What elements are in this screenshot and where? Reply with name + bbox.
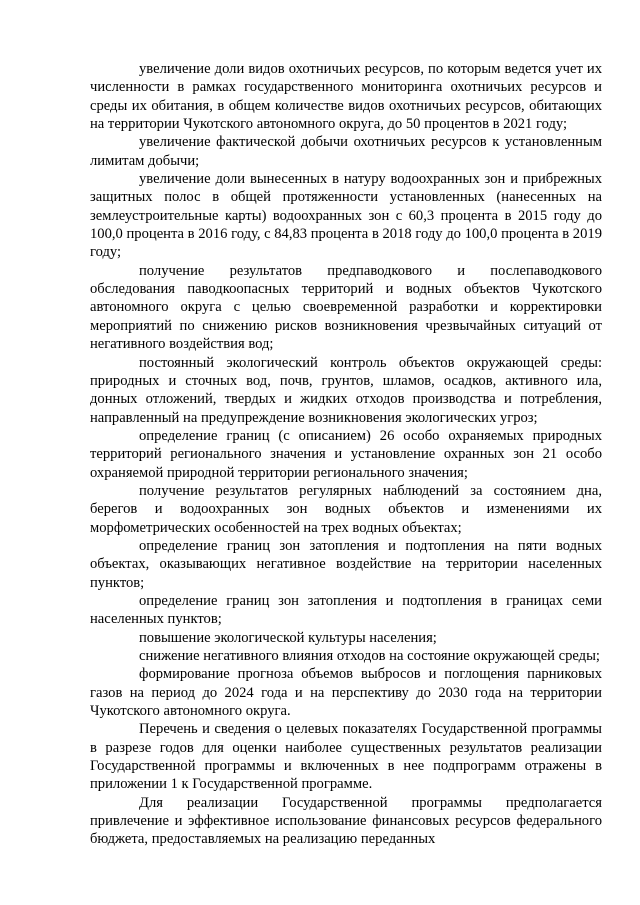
paragraph-waste-impact: снижение негативного влияния отходов на состояние окружающей среды; xyxy=(139,648,600,664)
paragraph-hunting-species-monitoring: увеличение доли видов охотничьих ресурсов, по которым ведется учет их численности в рамках государственного мониторинга охотничьих ресурсов и среды их обитания, в общем количестве видов охотничьих ресурсов, обитающих на территории Чукотского автономного округа, до 50 процентов в 2021 году; xyxy=(90,61,602,133)
paragraph-flood-zones-water-bodies: определение границ зон затопления и подтопления на пяти водных объектах, оказывающих негативное воздействие на территории населенных пунктов; xyxy=(90,537,602,591)
paragraph-flood-zones-settlements: определение границ зон затопления и подтопления в границах семи населенных пунктов; xyxy=(90,592,602,628)
paragraph-hunting-harvest: увеличение фактической добычи охотничьих ресурсов к установленным лимитам добычи; xyxy=(90,134,602,169)
paragraph-flood-survey: получение результатов предпаводкового и послепаводкового обследования паводкоопасных территорий и водных объектов Чукотского автономного округа с целью своевременной разработки и корректировки мероприятий по снижению рисков возникновения чрезвычайных ситуаций от негативного воздействия вод; xyxy=(90,262,602,353)
paragraph-environmental-control: постоянный экологический контроль объектов окружающей среды: природных и сточных вод, почв, грунтов, шламов, осадков, активного ила, донных отложений, твердых и жидких отходов производства и потребления, направленный на предупреждение возникновения экологических угроз; xyxy=(90,354,602,426)
paragraph-ecological-culture: повышение экологической культуры населения; xyxy=(139,629,437,646)
paragraph-greenhouse-forecast: формирование прогноза объемов выбросов и поглощения парниковых газов на период до 2024 года и на перспективу до 2030 года на территории Чукотского автономного округа. xyxy=(90,666,602,720)
paragraph-protected-areas-boundaries: определение границ (с описанием) 26 особо охраняемых природных территорий регионального значения и установление охранных зон 21 особо охраняемой природной территории регионального значения; xyxy=(90,427,602,481)
paragraph-target-indicators: Перечень и сведения о целевых показателях Государственной программы в разрезе годов для оценки наиболее существенных результатов реализации Государственной программы и включенных в нее подпрограмм отражены в приложении 1 к Государственной программе. xyxy=(90,721,602,793)
paragraph-water-protection-zones: увеличение доли вынесенных в натуру водоохранных зон и прибрежных защитных полос в общей протяженности установленных (нанесенных на землеустроительные карты) водоохранных зон с 60,3 процента в 2015 году до 100,0 процента в 2016 году, с 84,83 процента в 2018 году до 100,0 процента в 2019 году; xyxy=(90,171,602,261)
paragraph-water-body-observations: получение результатов регулярных наблюдений за состоянием дна, берегов и водоохранных зон водных объектов и изменениями их морфометрических особенностей на трех водных объектах; xyxy=(90,482,602,536)
paragraph-funding: Для реализации Государственной программы предполагается привлечение и эффективное использование финансовых ресурсов федерального бюджета, предоставляемых на реализацию переданных xyxy=(90,794,602,848)
document-page xyxy=(90,60,602,849)
